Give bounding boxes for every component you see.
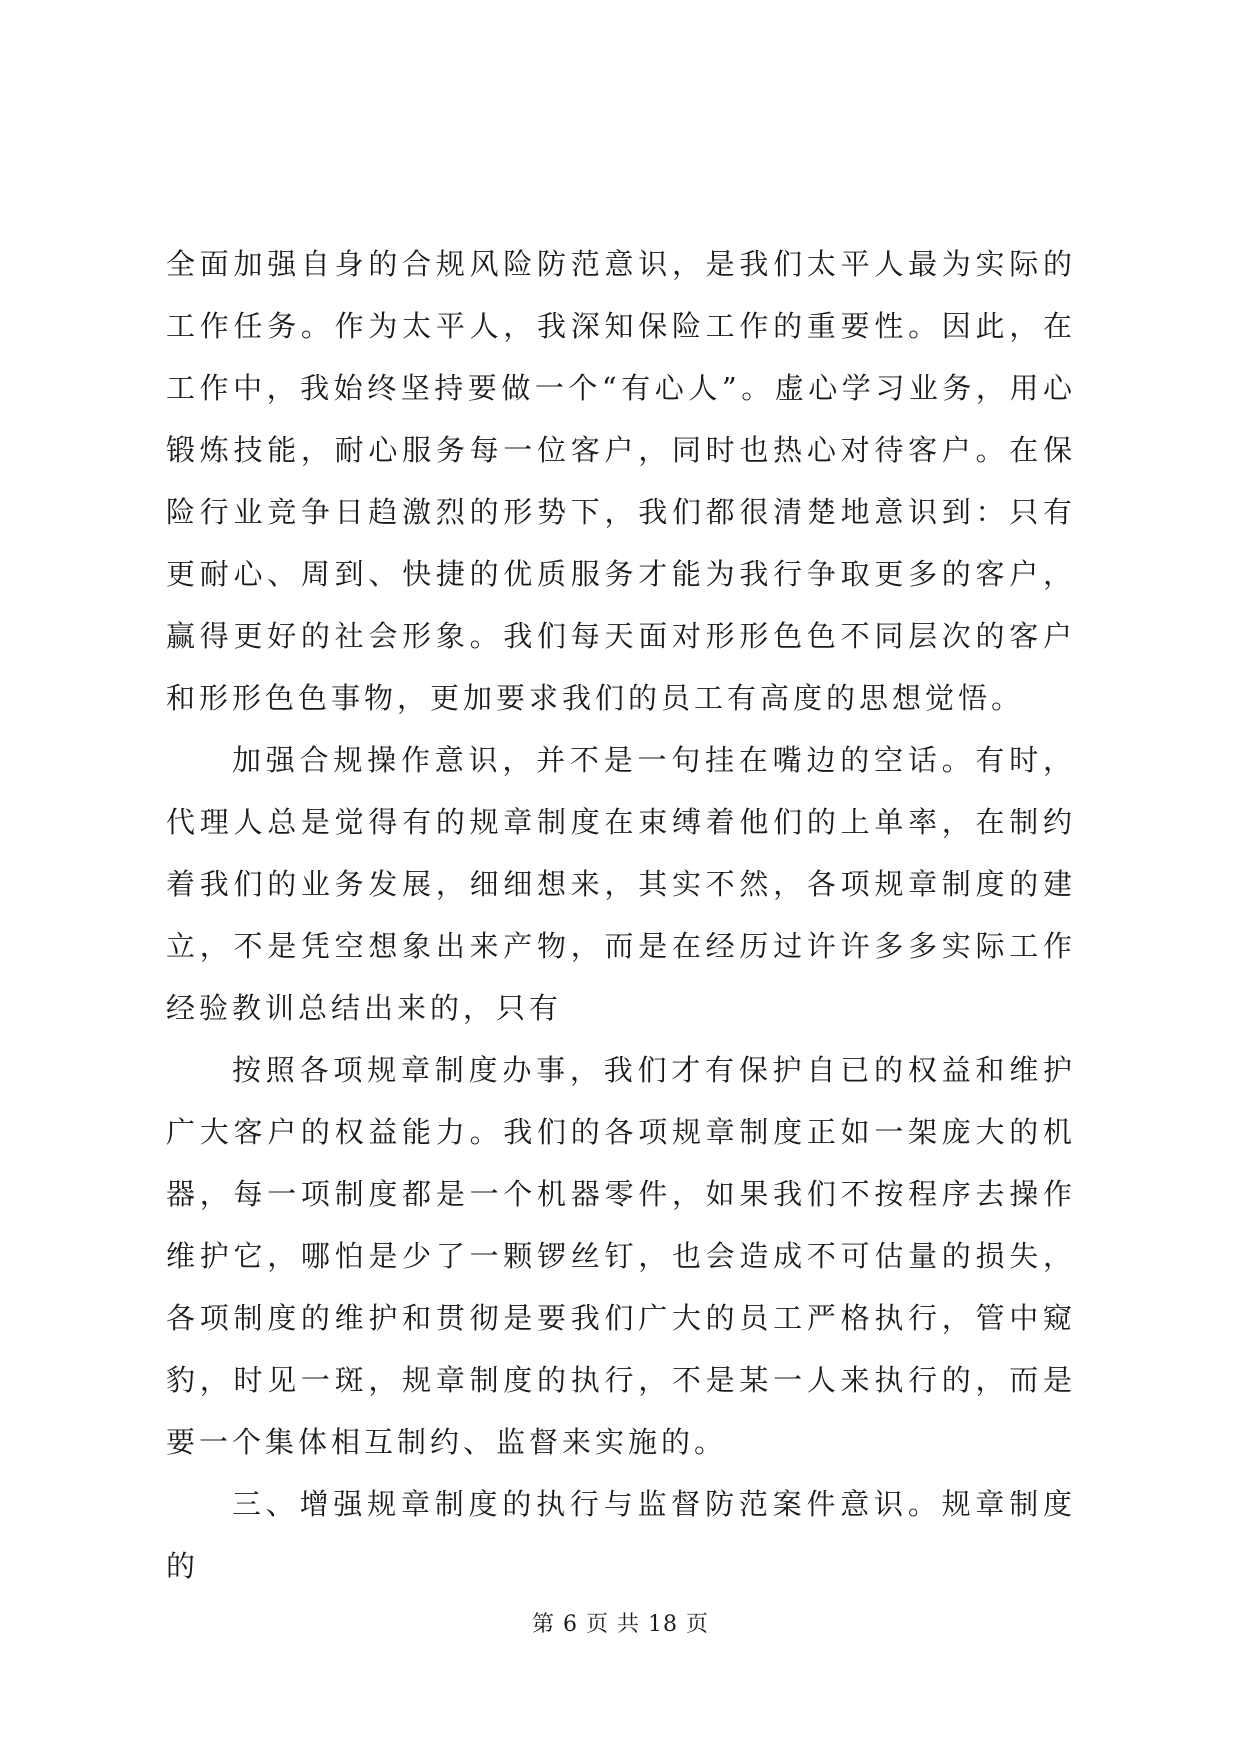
paragraph-4: 三、增强规章制度的执行与监督防范案件意识。规章制度的 (166, 1487, 1076, 1583)
paragraph-1: 全面加强自身的合规风险防范意识，是我们太平人最为实际的工作任务。作为太平人，我深知保险工作的重要性。因此，在工作中，我始终坚持要做一个“有心人”。虚心学习业务，用心锻炼技能，耐心服务每一位客户，同时也热心对待客户。在保险行业竞争日趋激烈的形势下，我们都很清楚地意识到：只有更耐心、周到、快捷的优质服务才能为我行争取更多的客户，赢得更好的社会形象。我们每天面对形形色色不同层次的客户和形形色色事物，更加要求我们的员工有高度的思想觉悟。 (166, 247, 1076, 715)
document-body (166, 233, 1076, 1597)
paragraph-3: 按照各项规章制度办事，我们才有保护自已的权益和维护广大客户的权益能力。我们的各项规章制度正如一架庞大的机器，每一项制度都是一个机器零件，如果我们不按程序去操作维护它，哪怕是少了一颗锣丝钉，也会造成不可估量的损失，各项制度的维护和贯彻是要我们广大的员工严格执行，管中窥豹，时见一斑，规章制度的执行，不是某一人来执行的，而是要一个集体相互制约、监督来实施的。 (166, 1053, 1076, 1459)
paragraph-2: 加强合规操作意识，并不是一句挂在嘴边的空话。有时，代理人总是觉得有的规章制度在束缚着他们的上单率，在制约着我们的业务发展，细细想来，其实不然，各项规章制度的建立，不是凭空想象出来产物，而是在经历过许许多多实际工作经验教训总结出来的，只有 (166, 743, 1076, 1025)
page-footer: 第 6 页 共 18 页 (532, 1612, 709, 1637)
